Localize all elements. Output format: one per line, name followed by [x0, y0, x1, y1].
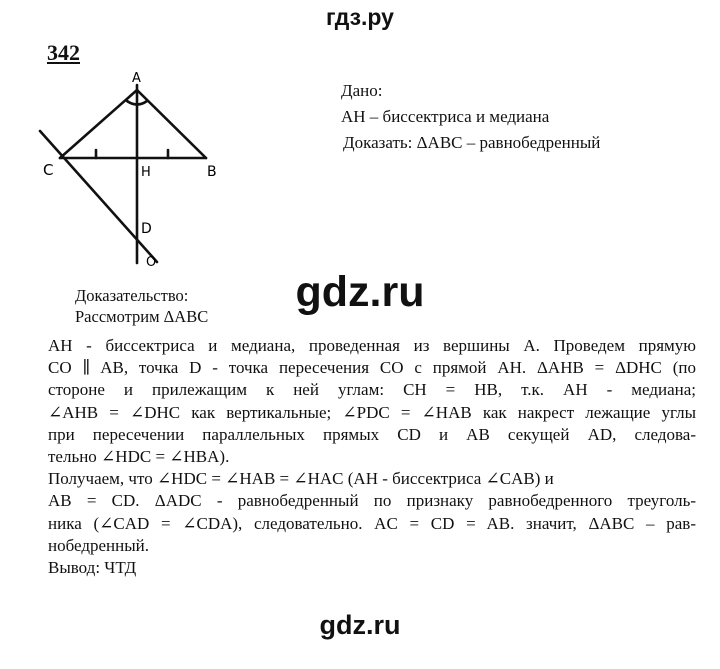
proof-line: тельно ∠HDC = ∠HBA).: [48, 447, 230, 467]
proof-body: [48, 335, 696, 579]
given-statement: AH – биссектриса и медиана: [341, 107, 550, 126]
proof-line: нобедренный.: [48, 535, 150, 555]
proof-line: Получаем, что ∠HDC = ∠HAB = ∠HAC (AH - биссектриса ∠CAB) и: [48, 469, 554, 489]
line-co: [40, 131, 157, 262]
proof-consider: Рассмотрим ΔABC: [75, 307, 209, 326]
proof-line: ника (∠CAD = ∠CDA), следовательно. AC = CD = AB. значит, ΔABC – рав-: [48, 513, 696, 533]
proof-conclusion: Вывод: ЧТД: [48, 558, 137, 578]
site-header-logo: гдз.ру: [326, 4, 394, 30]
proof-heading: Доказательство:: [75, 286, 189, 305]
label-h: H: [141, 165, 151, 180]
proof-line: ∠AHB = ∠DHC как вертикальные; ∠PDC = ∠HAB как накрест лежащие углы: [48, 402, 696, 422]
watermark: gdz.ru: [295, 268, 425, 316]
proof-line: AB = CD. ΔADC - равнобедренный по признаку равнобедренного треуголь-: [48, 491, 696, 511]
label-c: C: [43, 161, 54, 179]
label-o: O: [146, 255, 157, 270]
proof-line: AH - биссектриса и медиана, проведенная из вершины A. Проведем прямую: [48, 336, 696, 355]
given-label: Дано:: [341, 81, 383, 100]
prove-statement: Доказать: ΔABC – равнобедренный: [343, 133, 601, 152]
proof-line: CO ∥ AB, точка D - точка пересечения CO с прямой AH. ΔAHB = ΔDHC (по: [48, 358, 696, 378]
proof-line: стороне и прилежащим к ней углам: CH = HB, т.к. AH - медиана;: [48, 380, 696, 400]
label-d: D: [141, 221, 152, 237]
segment-ac: [60, 90, 137, 158]
problem-number: 342: [47, 40, 80, 65]
site-footer-logo: gdz.ru: [319, 610, 401, 640]
proof-line: при пересечении параллельных прямых CD и AB секущей AD, следова-: [48, 424, 696, 444]
label-b: B: [207, 164, 217, 180]
label-a: A: [132, 71, 141, 86]
